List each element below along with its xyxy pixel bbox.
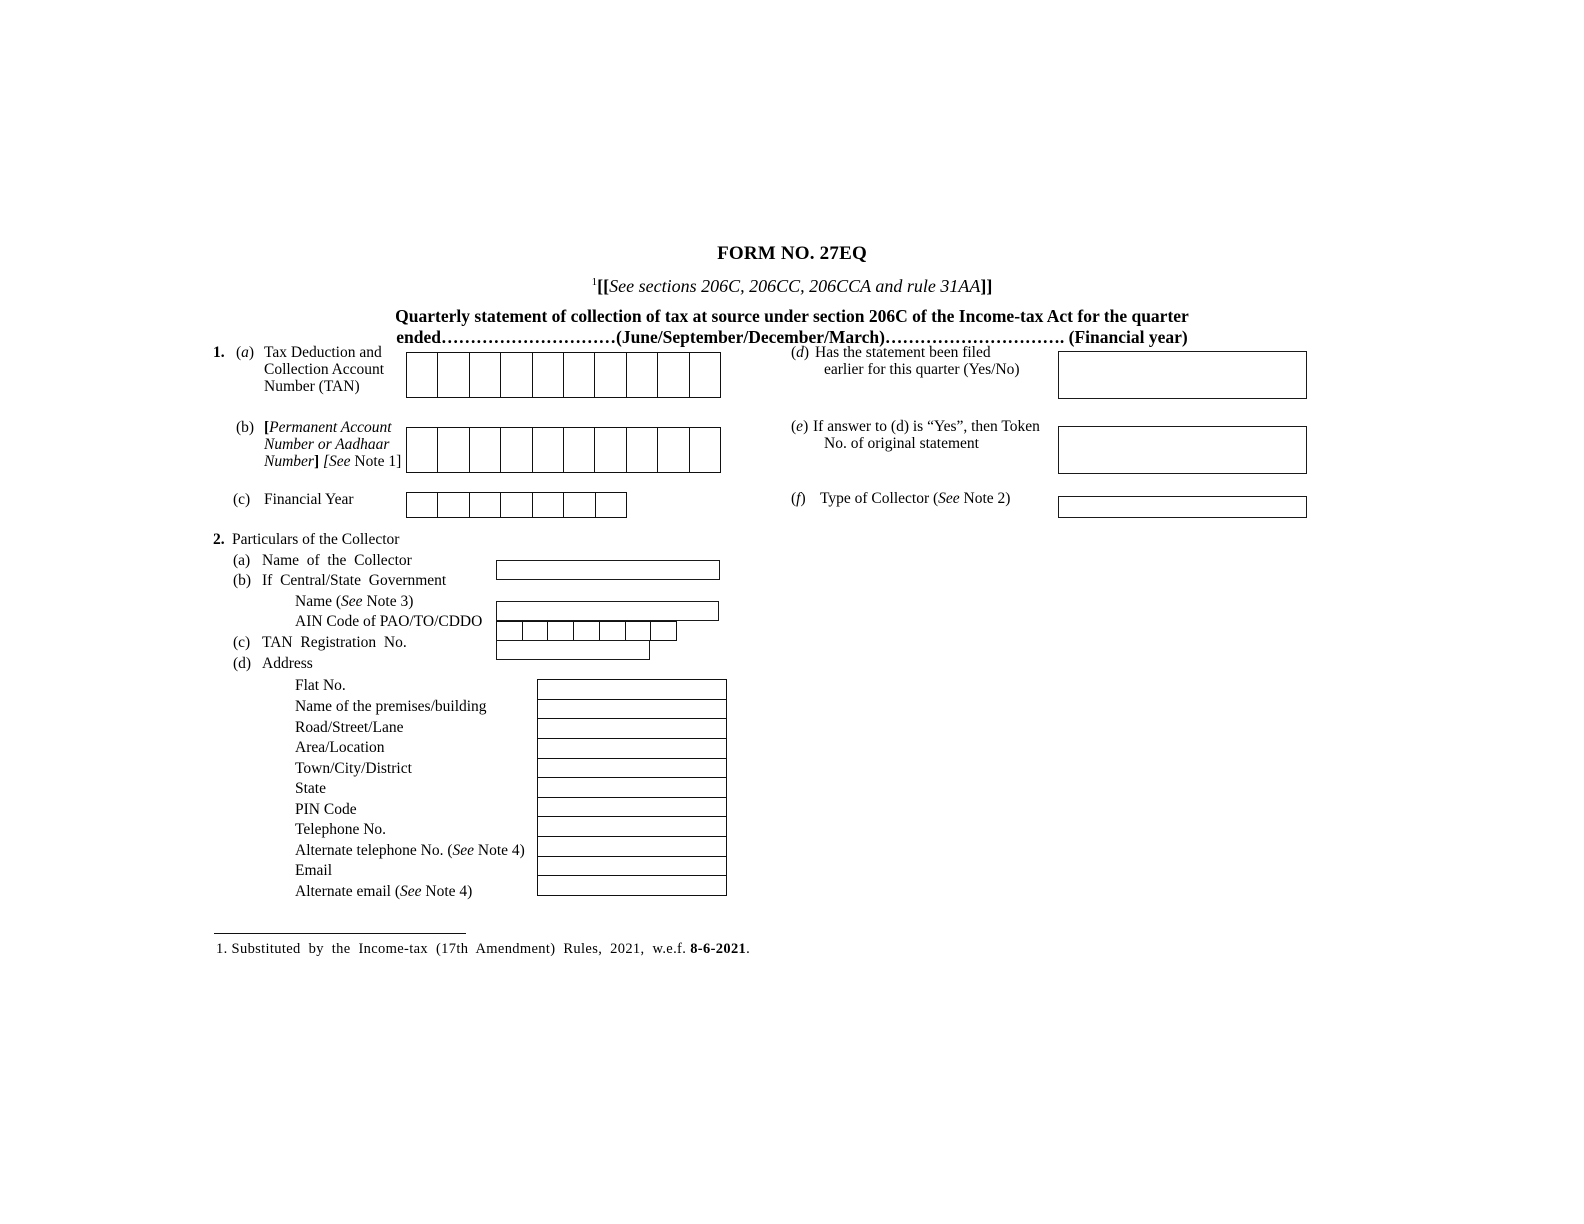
footnote-divider (214, 933, 466, 934)
address-input-pin-code[interactable] (538, 798, 726, 818)
address-input-alternate-email[interactable] (538, 876, 726, 895)
tan-cell[interactable] (595, 353, 626, 397)
item-1e-label-line1: If answer to (d) is “Yes”, then Token (813, 418, 1040, 435)
subtitle-open-bracket: [[ (597, 276, 610, 296)
address-label-email: Email (295, 862, 333, 879)
item-1f-label-pre: Type of Collector ( (820, 490, 939, 507)
type-of-collector-input[interactable] (1058, 496, 1307, 518)
address-input-telephone-no[interactable] (538, 817, 726, 837)
ain-code-cell[interactable] (626, 622, 652, 640)
section-2-number: 2. (213, 531, 225, 548)
address-input-town-city-district[interactable] (538, 759, 726, 779)
financial-year-cell[interactable] (501, 493, 532, 517)
address-label-pin-code: PIN Code (295, 801, 357, 818)
item-1e-label-line2: No. of original statement (824, 435, 979, 452)
tan-cell[interactable] (658, 353, 689, 397)
address-label-alternate-telephone-no: Alternate telephone No. (See Note 4) (295, 842, 525, 859)
financial-year-cell[interactable] (407, 493, 438, 517)
tan-cell[interactable] (438, 353, 469, 397)
item-1c-label: Financial Year (264, 491, 354, 508)
item-1c-marker: (c) (233, 491, 251, 508)
government-name-label (295, 592, 413, 613)
ain-code-label: AIN Code of PAO/TO/CDDO (295, 613, 483, 630)
item-1b-italic-line1: Permanent Account (269, 419, 392, 436)
item-2b-label: If Central/State Government (262, 572, 447, 589)
address-label-flat-no: Flat No. (295, 677, 346, 694)
government-name-label-pre: Name ( (295, 593, 342, 610)
original-statement-token-input[interactable] (1058, 426, 1307, 474)
tan-registration-no-input[interactable] (496, 640, 650, 660)
address-input-alternate-telephone-no[interactable] (538, 837, 726, 857)
item-2a-marker: (a) (233, 552, 251, 569)
address-label-road-street-lane: Road/Street/Lane (295, 719, 404, 736)
tan-cell[interactable] (627, 353, 658, 397)
ain-code-cell[interactable] (497, 622, 523, 640)
financial-year-input-grid[interactable] (406, 492, 627, 518)
tan-cell[interactable] (690, 353, 720, 397)
item-1d-marker: (d) (791, 344, 810, 361)
pan-cell[interactable] (564, 428, 595, 472)
item-1a-marker: (a) (236, 344, 255, 361)
item-1f-see-text: See (938, 490, 960, 507)
government-name-see-text: See (341, 593, 363, 610)
form-description-line2: ended…………………………(June/September/December/March)…………………………. (Financial year) (396, 327, 1188, 347)
footnote-ref-marker: 1 (591, 276, 598, 288)
address-label-town-city-district: Town/City/District (295, 760, 412, 777)
address-input-email[interactable] (538, 857, 726, 877)
pan-cell[interactable] (658, 428, 689, 472)
financial-year-cell[interactable] (564, 493, 595, 517)
address-input-road-street-lane[interactable] (538, 719, 726, 739)
form-subtitle (0, 270, 1584, 298)
tan-cell[interactable] (533, 353, 564, 397)
address-label-premises-name: Name of the premises/building (295, 698, 487, 715)
item-1f-label (820, 489, 1010, 510)
ain-code-cell[interactable] (574, 622, 600, 640)
section-1-number: 1. (213, 344, 225, 361)
section-2-title: Particulars of the Collector (232, 531, 400, 548)
financial-year-cell[interactable] (438, 493, 469, 517)
tan-input-grid[interactable] (406, 352, 721, 398)
form-header (0, 243, 1584, 348)
tan-cell[interactable] (407, 353, 438, 397)
item-2c-marker: (c) (233, 634, 251, 651)
footnote-marker: 1. (216, 941, 228, 957)
item-1a-label-line2: Collection Account (264, 361, 385, 378)
pan-cell[interactable] (533, 428, 564, 472)
item-1b-open-bracket: [ (264, 419, 270, 436)
address-label-state: State (295, 780, 326, 797)
item-1b-see-text: [See (323, 453, 351, 470)
item-2a-label: Name of the Collector (262, 552, 412, 569)
collector-name-input[interactable] (496, 560, 720, 580)
tan-cell[interactable] (564, 353, 595, 397)
tan-cell[interactable] (501, 353, 532, 397)
financial-year-cell[interactable] (596, 493, 626, 517)
item-1b-marker: (b) (236, 419, 255, 436)
ain-code-cell[interactable] (523, 622, 549, 640)
pan-cell[interactable] (470, 428, 501, 472)
item-2d-marker: (d) (233, 655, 252, 672)
item-2b-marker: (b) (233, 572, 252, 589)
financial-year-cell[interactable] (533, 493, 564, 517)
address-input-flat-no[interactable] (538, 680, 726, 700)
statement-filed-earlier-input[interactable] (1058, 351, 1307, 399)
item-1f-label-post: Note 2) (959, 490, 1011, 507)
pan-cell[interactable] (501, 428, 532, 472)
government-name-input[interactable] (496, 601, 719, 621)
item-1b-close-bracket: ] (313, 453, 320, 470)
ain-code-input-grid[interactable] (496, 621, 677, 641)
address-input-state[interactable] (538, 778, 726, 798)
government-name-label-post: Note 3) (362, 593, 414, 610)
form-description-line1: Quarterly statement of collection of tax at source under section 206C of the Income-tax Act for the quarter (395, 306, 1189, 326)
page-title: FORM NO. 27EQ (717, 243, 867, 264)
item-1b-note-text: Note 1] (350, 453, 402, 470)
item-2c-label: TAN Registration No. (262, 634, 407, 651)
pan-cell[interactable] (438, 428, 469, 472)
item-1b-label-line3 (264, 452, 401, 473)
address-label-telephone-no: Telephone No. (295, 821, 387, 838)
tan-cell[interactable] (470, 353, 501, 397)
pan-cell[interactable] (595, 428, 626, 472)
address-label-area-location: Area/Location (295, 739, 385, 756)
address-label-alternate-email: Alternate email (See Note 4) (295, 883, 473, 900)
address-input-premises-name[interactable] (538, 700, 726, 720)
financial-year-cell[interactable] (470, 493, 501, 517)
address-input-stack[interactable] (537, 679, 727, 896)
item-1a-label-line1: Tax Deduction and (264, 344, 382, 361)
item-1b-italic-line2: Number or Aadhaar (264, 436, 390, 453)
pan-cell[interactable] (690, 428, 720, 472)
item-1d-label-line1: Has the statement been filed (815, 344, 991, 361)
item-1f-marker: (f) (791, 490, 806, 507)
item-1a-label-line3: Number (TAN) (264, 378, 360, 395)
pan-input-grid[interactable] (406, 427, 721, 473)
ain-code-cell[interactable] (600, 622, 626, 640)
pan-cell[interactable] (627, 428, 658, 472)
subtitle-sections-text: See sections 206C, 206CC, 206CCA and rule 31AA (609, 276, 981, 296)
ain-code-cell[interactable] (548, 622, 574, 640)
footnote-text-post: . (746, 941, 751, 957)
item-2d-label: Address (262, 655, 313, 672)
footnote (216, 941, 750, 958)
ain-code-cell[interactable] (651, 622, 676, 640)
item-1e-marker: (e) (791, 418, 809, 435)
footnote-text-pre: Substituted by the Income-tax (17th Amendment) Rules, 2021, w.e.f. (227, 941, 691, 957)
footnote-date: 8-6-2021 (690, 941, 747, 957)
item-1d-label-line2: earlier for this quarter (Yes/No) (824, 361, 1020, 378)
address-input-area-location[interactable] (538, 739, 726, 759)
subtitle-close-bracket: ]] (980, 276, 993, 296)
item-1b-italic-line3: Number (264, 453, 314, 470)
pan-cell[interactable] (407, 428, 438, 472)
